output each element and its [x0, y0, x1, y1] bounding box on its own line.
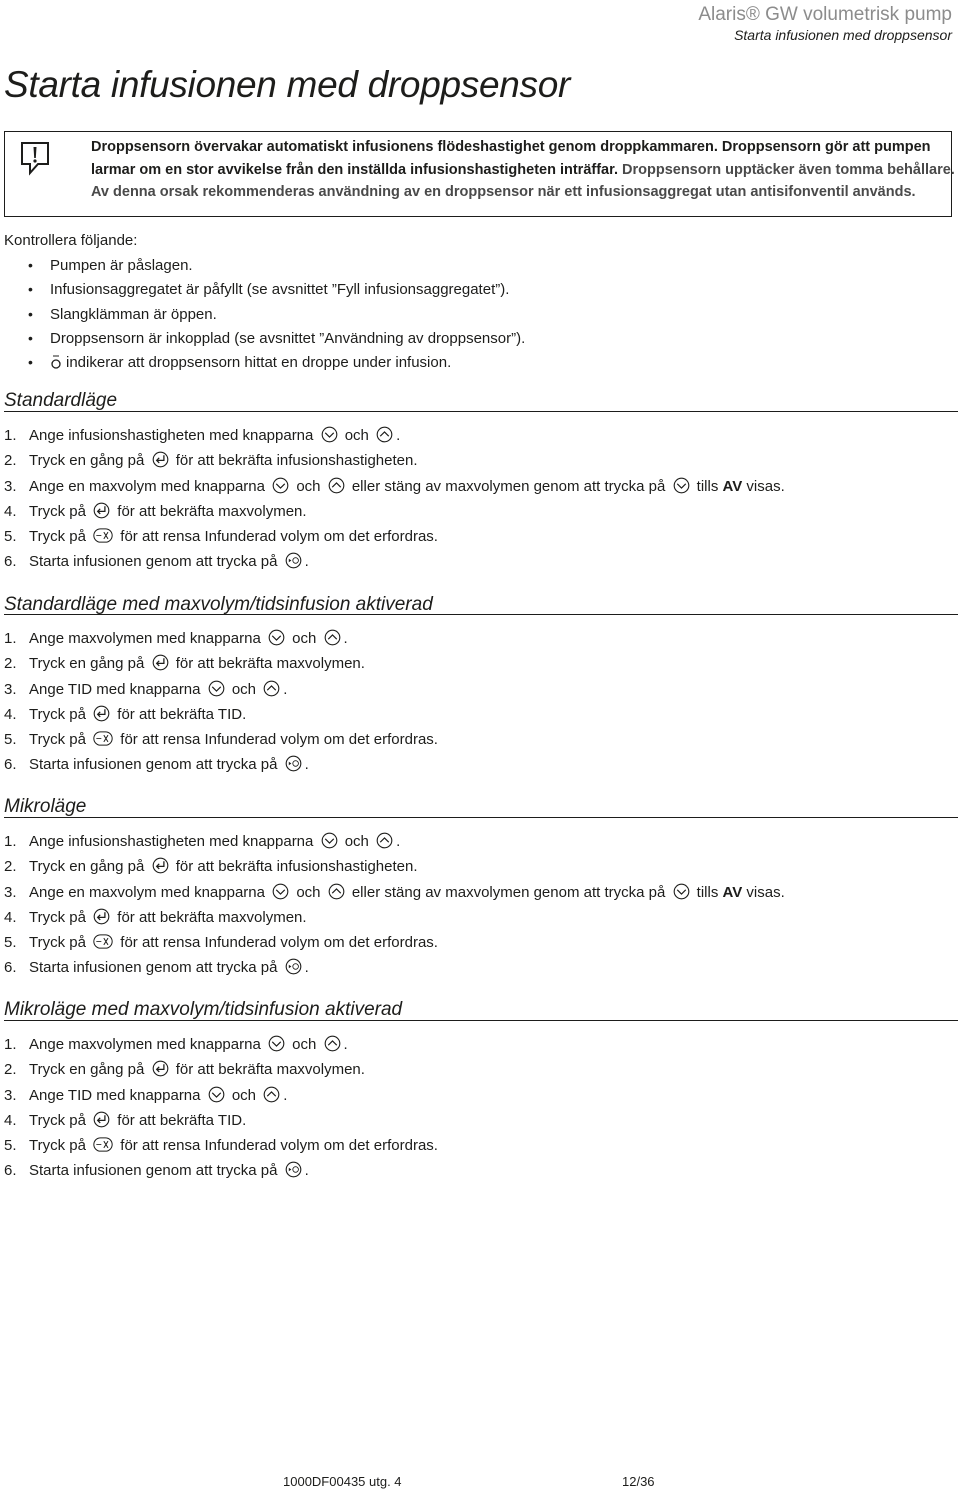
enter-arrow-button-icon [93, 1111, 110, 1128]
section-rule [4, 411, 958, 412]
run-button-icon [285, 1161, 302, 1178]
chevron-down-button-icon [321, 426, 338, 443]
step-item: 4. Tryck på för att bekräfta TID. [4, 705, 247, 723]
step-item: 5. Tryck på för att rensa Infunderad volym om det erfordras. [4, 934, 438, 952]
enter-arrow-button-icon [93, 705, 110, 722]
warning-text [91, 136, 955, 204]
step-item: 6. Starta infusionen genom att trycka på . [4, 553, 309, 571]
product-name: Alaris® GW volumetrisk pump [698, 4, 952, 25]
running-header-subtitle: Starta infusionen med droppsensor [734, 27, 952, 43]
enter-arrow-button-icon [152, 654, 169, 671]
step-item: 1. Ange maxvolymen med knapparna och . [4, 630, 348, 647]
step-item: 5. Tryck på för att rensa Infunderad volym om det erfordras. [4, 528, 438, 546]
chevron-up-button-icon [263, 1086, 280, 1103]
run-button-icon [285, 552, 302, 569]
chevron-down-button-icon [208, 1086, 225, 1103]
section-heading: Standardläge med maxvolym/tidsinfusion aktiverad [4, 594, 433, 615]
step-item: 3. Ange TID med knapparna och . [4, 1086, 288, 1104]
list-item: • Slangklämman är öppen. [28, 305, 217, 323]
section-heading: Mikroläge med maxvolym/tidsinfusion aktiverad [4, 999, 403, 1020]
chevron-up-button-icon [324, 629, 341, 646]
section-rule [4, 614, 958, 615]
enter-arrow-button-icon [152, 857, 169, 874]
enter-arrow-button-icon [152, 451, 169, 468]
volume-clear-button-icon [93, 1136, 113, 1153]
chevron-down-button-icon [268, 629, 285, 646]
step-item: 4. Tryck på för att bekräfta maxvolymen. [4, 502, 307, 520]
checklist [28, 256, 525, 377]
volume-clear-button-icon [93, 933, 113, 950]
step-item: 3. Ange en maxvolym med knapparna och eller stäng av maxvolymen genom att trycka på tills AV visas. [4, 883, 785, 901]
enter-arrow-button-icon [93, 502, 110, 519]
step-item: 6. Starta infusionen genom att trycka på . [4, 959, 309, 977]
step-item: 4. Tryck på för att bekräfta TID. [4, 1111, 247, 1129]
exclamation-warning-icon [19, 140, 51, 176]
step-item: 1. Ange infusionshastigheten med knapparna och . [4, 833, 401, 850]
list-item: • Pumpen är påslagen. [28, 257, 193, 274]
step-item: 1. Ange maxvolymen med knapparna och . [4, 1036, 348, 1053]
page-number: 12/36 [622, 1474, 655, 1489]
step-item: 5. Tryck på för att rensa Infunderad volym om det erfordras. [4, 731, 438, 749]
drop-indicator-icon [50, 353, 62, 370]
chevron-up-button-icon [376, 832, 393, 849]
volume-clear-button-icon [93, 527, 113, 544]
enter-arrow-button-icon [152, 1060, 169, 1077]
section-heading: Mikroläge [4, 796, 87, 817]
document-code: 1000DF00435 utg. 4 [283, 1474, 402, 1489]
chevron-down-button-icon [321, 832, 338, 849]
running-header [698, 4, 952, 44]
chevron-up-button-icon [263, 680, 280, 697]
chevron-up-button-icon [324, 1035, 341, 1052]
steps-list [4, 1035, 438, 1187]
chevron-up-button-icon [376, 426, 393, 443]
chevron-up-button-icon [328, 883, 345, 900]
chevron-down-button-icon [673, 883, 690, 900]
step-item: 2. Tryck en gång på för att bekräfta infusionshastigheten. [4, 858, 418, 876]
step-item: 3. Ange TID med knapparna och . [4, 680, 288, 698]
enter-arrow-button-icon [93, 908, 110, 925]
list-item: • Droppsensorn är inkopplad (se avsnittet ”Användning av droppsensor”). [28, 329, 526, 347]
step-item: 3. Ange en maxvolym med knapparna och eller stäng av maxvolymen genom att trycka på tills AV visas. [4, 477, 785, 495]
warning-alert-text: Droppsensorn övervakar automatiskt infusionens flödeshastighet genom droppkammaren. Droppsensorn gör att pumpen larmar om en stor avvikelse från den inställda infusionshastigheten inträffar. [91, 139, 931, 178]
run-button-icon [285, 958, 302, 975]
chevron-down-button-icon [272, 477, 289, 494]
section-rule [4, 817, 958, 818]
list-item: • indikerar att droppsensorn hittat en droppe under infusion. [28, 354, 452, 372]
step-item: 1. Ange infusionshastigheten med knapparna och . [4, 427, 401, 444]
step-item: 6. Starta infusionen genom att trycka på . [4, 756, 309, 774]
list-item: • Infusionsaggregatet är påfyllt (se avsnittet ”Fyll infusionsaggregatet”). [28, 281, 510, 299]
chevron-up-button-icon [328, 477, 345, 494]
chevron-down-button-icon [272, 883, 289, 900]
steps-list [4, 629, 438, 781]
step-item: 2. Tryck en gång på för att bekräfta maxvolymen. [4, 655, 365, 673]
page-title: Starta infusionen med droppsensor [4, 64, 571, 105]
checklist-intro: Kontrollera följande: [4, 232, 138, 249]
steps-list [4, 426, 785, 578]
step-item: 6. Starta infusionen genom att trycka på . [4, 1162, 309, 1180]
step-item: 2. Tryck en gång på för att bekräfta infusionshastigheten. [4, 452, 418, 470]
section-heading: Standardläge [4, 390, 118, 411]
steps-list [4, 832, 785, 984]
warning-box [4, 131, 955, 217]
chevron-down-button-icon [208, 680, 225, 697]
section-rule [4, 1020, 958, 1021]
warning-info-text: Droppsensorn upptäcker även tomma behållare. Av denna orsak rekommenderas användning av en droppsensor när ett infusionsaggregat utan antisifonventil används. [91, 161, 955, 200]
volume-clear-button-icon [93, 730, 113, 747]
run-button-icon [285, 755, 302, 772]
chevron-down-button-icon [673, 477, 690, 494]
chevron-down-button-icon [268, 1035, 285, 1052]
step-item: 5. Tryck på för att rensa Infunderad volym om det erfordras. [4, 1137, 438, 1155]
step-item: 2. Tryck en gång på för att bekräfta maxvolymen. [4, 1061, 365, 1079]
step-item: 4. Tryck på för att bekräfta maxvolymen. [4, 908, 307, 926]
